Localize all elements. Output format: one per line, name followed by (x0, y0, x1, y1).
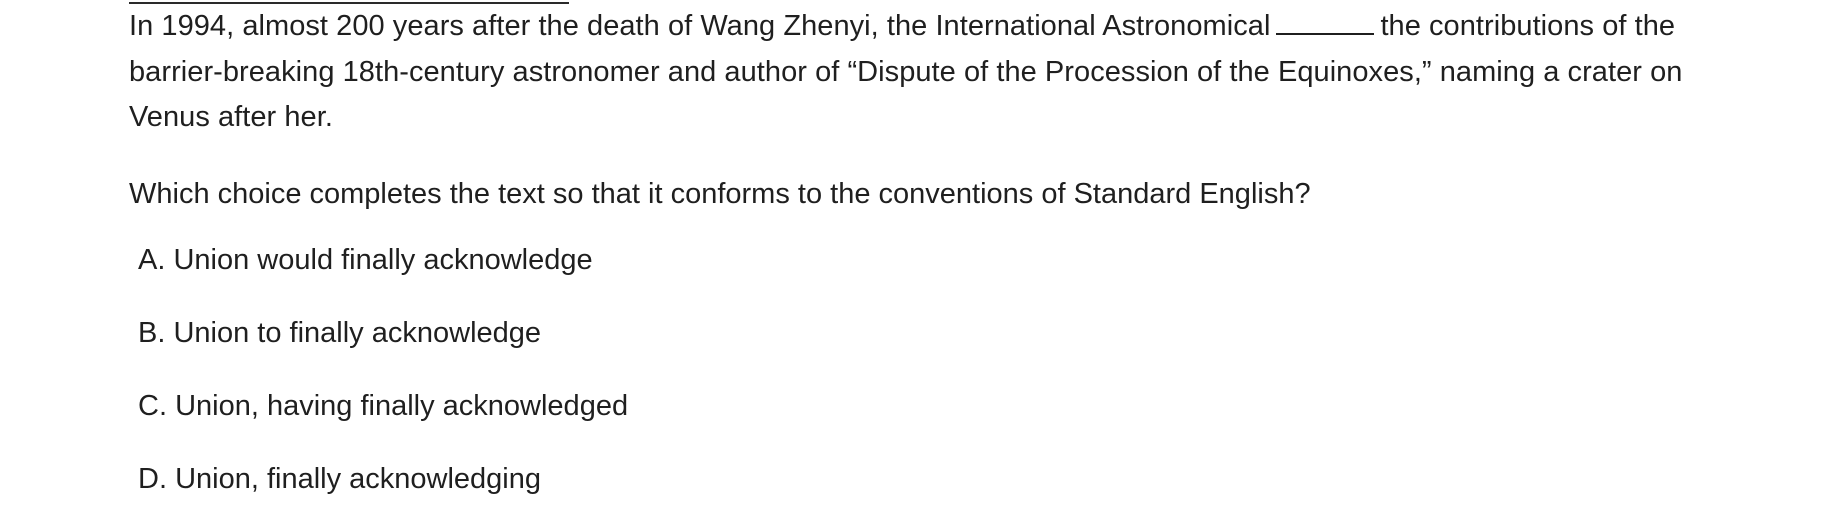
passage-before-blank: In 1994, almost 200 years after the death of Wang Zhenyi, the International Astronomical (129, 10, 1271, 42)
choice-a[interactable] (138, 238, 628, 311)
choice-letter: B. (138, 317, 166, 349)
choice-letter: C. (138, 390, 167, 422)
choice-letter: D. (138, 463, 167, 495)
choice-text: Union would finally acknowledge (173, 244, 593, 276)
choice-b[interactable] (138, 311, 628, 384)
choice-d[interactable] (138, 457, 628, 523)
choice-text: Union, having finally acknowledged (175, 390, 629, 422)
choice-letter: A. (138, 244, 166, 276)
answer-blank (1276, 32, 1374, 35)
passage-after-blank: the contributions of the barrier-breaking 18th-century astronomer and author of “Dispute of the Procession of the Equinoxes,” naming a crater on Venus after her. (129, 10, 1683, 133)
choice-text: Union, finally acknowledging (175, 463, 542, 495)
choice-text: Union to finally acknowledge (173, 317, 542, 349)
answer-choices (138, 238, 628, 523)
passage-text (129, 4, 1729, 141)
choice-c[interactable] (138, 384, 628, 457)
question-prompt: Which choice completes the text so that it conforms to the conventions of Standard English? (129, 178, 1311, 210)
